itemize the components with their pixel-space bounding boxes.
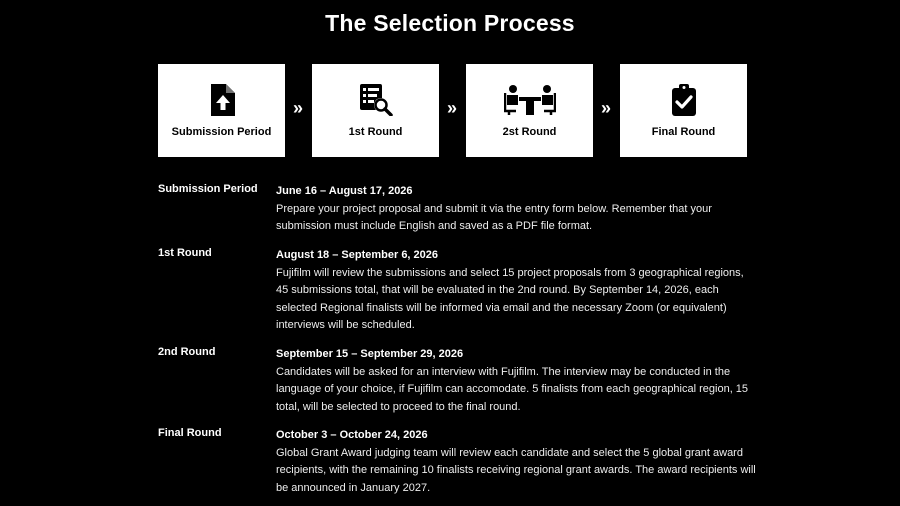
- phase-body: [276, 247, 758, 335]
- step-final-round: [620, 64, 747, 157]
- phase-body: [276, 346, 758, 416]
- phase-name: Final Round: [158, 427, 222, 439]
- step-label: Final Round: [651, 126, 716, 138]
- document-search-icon: [359, 82, 393, 118]
- phase-row: [158, 427, 758, 499]
- chevron-right-icon: »: [292, 98, 303, 118]
- phase-dates: October 3 – October 24, 2026: [276, 429, 428, 441]
- step-2st-round: [466, 64, 593, 157]
- phase-body: [276, 183, 758, 236]
- phase-description: Global Grant Award judging team will review each candidate and select the 5 global grant award recipients, with the remaining 10 finalists receiving regional grant awards. The award recipients will be announced in January 2027.: [276, 446, 756, 494]
- phase-dates: June 16 – August 17, 2026: [276, 185, 413, 197]
- file-upload-icon: [209, 82, 235, 118]
- phase-description: Fujifilm will review the submissions and select 15 project proposals from 3 geographical regions, 45 submissions total, that will be evaluated in the 2nd round. By September 14, 2026, each selected Regional finalists will be informed via email and the necessary Zoom (or equivalent) interviews will be scheduled.: [276, 266, 744, 331]
- phase-name: 2nd Round: [158, 346, 216, 358]
- phase-body: [276, 427, 758, 497]
- step-label: 1st Round: [348, 126, 403, 138]
- step-1st-round: [312, 64, 439, 157]
- chevron-right-icon: »: [446, 98, 457, 118]
- step-label: 2st Round: [502, 126, 557, 138]
- clipboard-check-icon: [671, 82, 697, 118]
- page-title: The Selection Process: [325, 10, 575, 36]
- phase-description: Candidates will be asked for an interview with Fujifilm. The interview may be conducted in the language of your choice, if Fujifilm can accomodate. 5 finalists from each geographical region, 15 total, will be selected to proceed to the final round.: [276, 365, 749, 413]
- phase-name: 1st Round: [158, 247, 212, 259]
- phase-description: Prepare your project proposal and submit it via the entry form below. Remember that your submission must include English and saved as a PDF file format.: [276, 202, 712, 232]
- phase-dates: August 18 – September 6, 2026: [276, 249, 439, 261]
- step-label: Submission Period: [171, 126, 272, 138]
- phase-name: Submission Period: [158, 183, 258, 195]
- phase-row: [158, 183, 758, 247]
- phase-dates: September 15 – September 29, 2026: [276, 348, 464, 360]
- interview-table-icon: [504, 82, 556, 118]
- phase-details: [158, 183, 758, 499]
- selection-steps: [158, 64, 748, 158]
- phase-row: [158, 247, 758, 346]
- chevron-right-icon: »: [600, 98, 611, 118]
- phase-row: [158, 346, 758, 427]
- step-submission-period: [158, 64, 285, 157]
